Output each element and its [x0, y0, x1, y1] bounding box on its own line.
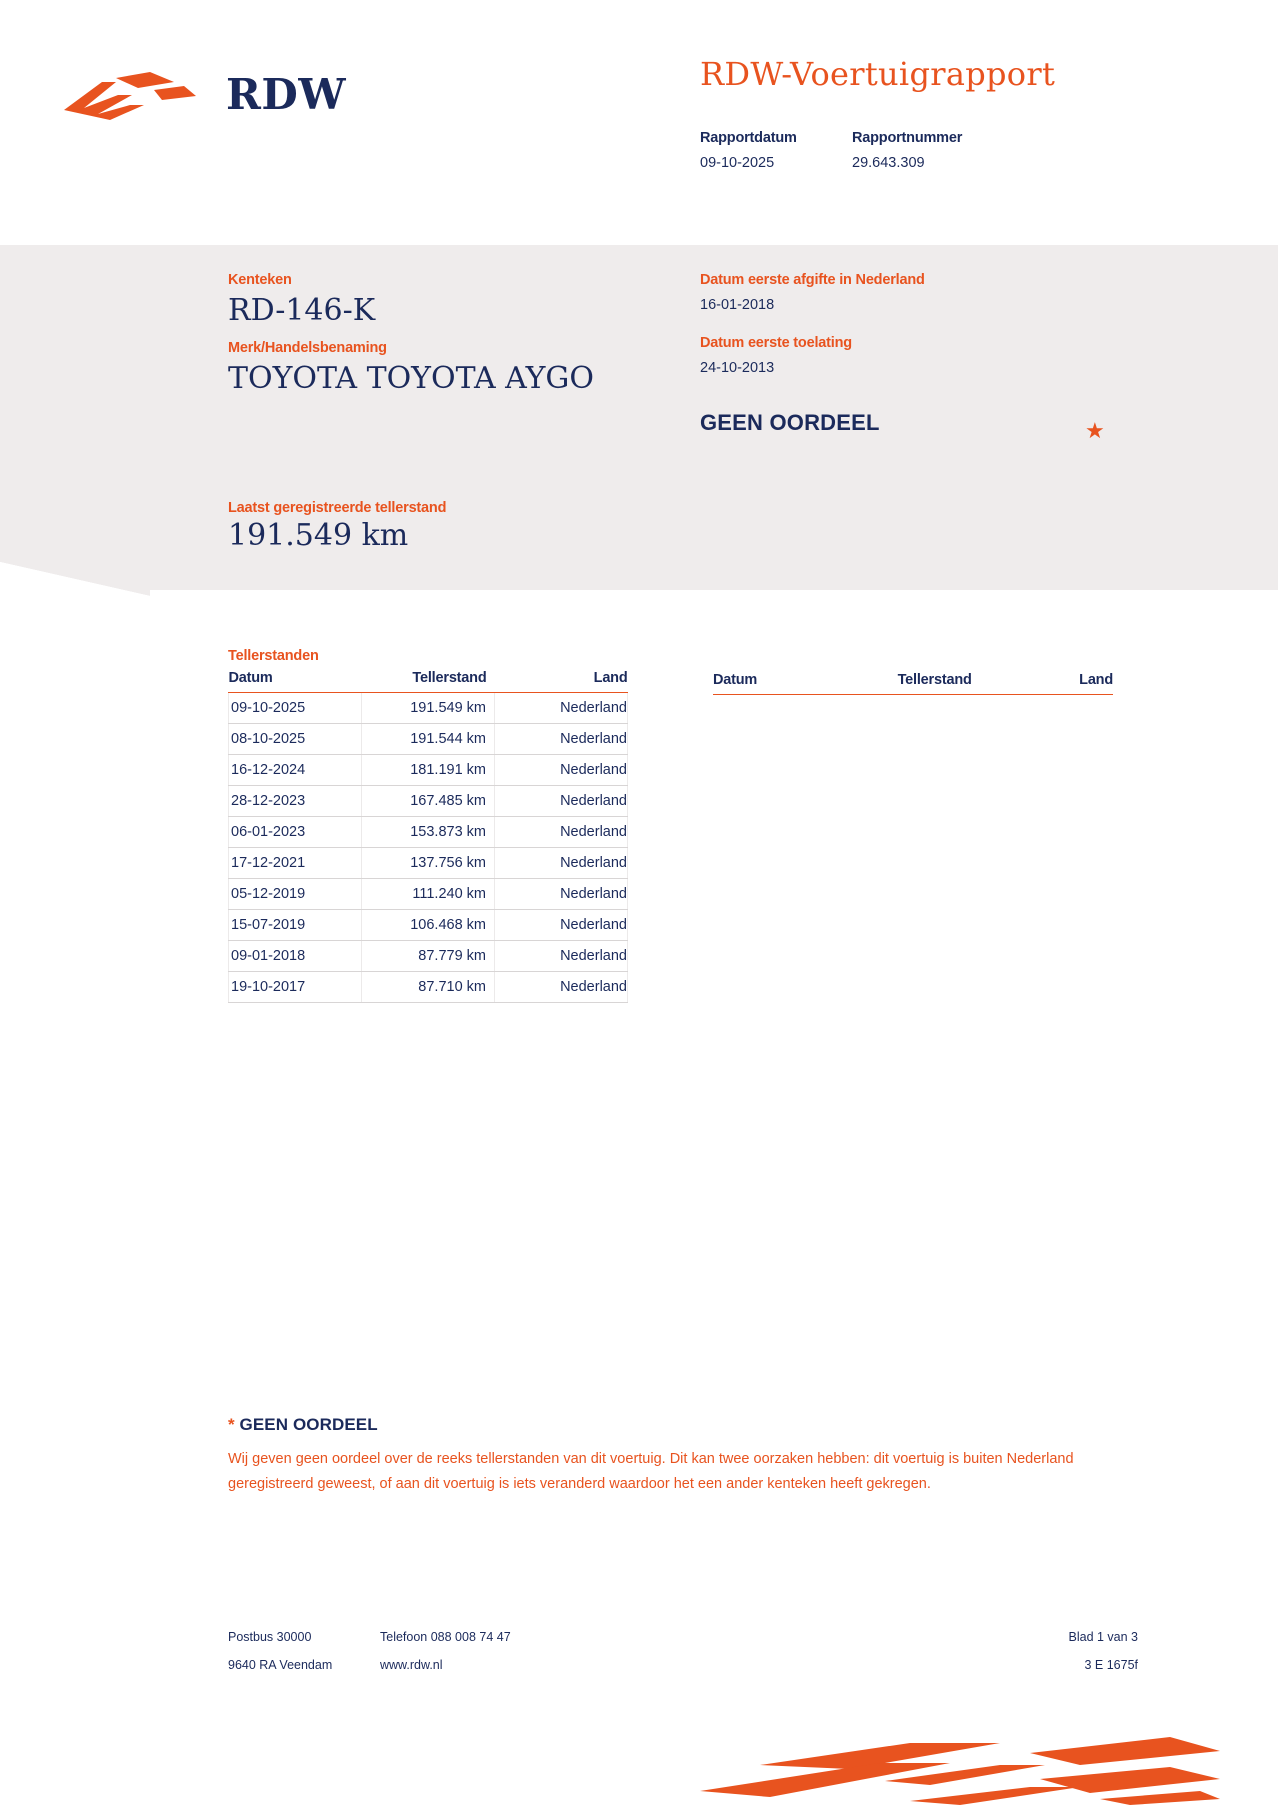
- column-header-tellerstand: Tellerstand: [846, 672, 979, 695]
- last-reading-value: 191.549 km: [228, 518, 409, 553]
- rdw-flag-bottom-graphic: [700, 1735, 1220, 1805]
- column-header-datum: Datum: [713, 672, 846, 695]
- cell-tellerstand: 167.485 km: [362, 786, 495, 817]
- cell-datum: 08-10-2025: [229, 724, 362, 755]
- table-row: [229, 755, 628, 786]
- table-row: [229, 879, 628, 910]
- licence-value: RD-146-K: [228, 293, 376, 328]
- table-row: [229, 693, 628, 724]
- report-number-block: [852, 130, 962, 171]
- table-header-row: [713, 672, 1113, 695]
- readings-table-right: [713, 672, 1113, 695]
- cell-tellerstand: 181.191 km: [362, 755, 495, 786]
- brand-label: Merk/Handelsbenaming: [228, 339, 387, 356]
- cell-datum: 17-12-2021: [229, 848, 362, 879]
- verdict-star-icon: ★: [1085, 418, 1105, 443]
- footer-row-2: [228, 1658, 1138, 1686]
- cell-datum: 05-12-2019: [229, 879, 362, 910]
- report-date-value: 09-10-2025: [700, 155, 775, 171]
- table-row: [229, 972, 628, 1003]
- cell-tellerstand: 153.873 km: [362, 817, 495, 848]
- column-header-tellerstand: Tellerstand: [362, 670, 495, 693]
- cell-tellerstand: 87.779 km: [362, 941, 495, 972]
- first-issue-nl-label: Datum eerste afgifte in Nederland: [700, 272, 925, 288]
- table-row: [229, 724, 628, 755]
- readings-table-left: [228, 648, 628, 1003]
- cell-datum: 06-01-2023: [229, 817, 362, 848]
- footer-page-number: Blad 1 van 3: [1068, 1630, 1138, 1644]
- column-header-land: Land: [495, 670, 628, 693]
- cell-tellerstand: 191.544 km: [362, 724, 495, 755]
- footnote-body: Wij geven geen oordeel over de reeks tellerstanden van dit voertuig. Dit kan twee oorzaken hebben: dit voertuig is buiten Nederland geregistreerd geweest, of aan dit voertuig is iets veranderd waardoor het een ander kenteken heeft gekregen.: [228, 1451, 1074, 1493]
- column-header-land: Land: [980, 672, 1113, 695]
- footnote: [228, 1415, 1133, 1498]
- report-meta: [700, 130, 1160, 171]
- table-row: [229, 910, 628, 941]
- table-row: [229, 786, 628, 817]
- verdict-text: GEEN OORDEEL: [700, 410, 880, 435]
- band-corner-notch: [0, 562, 150, 596]
- cell-tellerstand: 191.549 km: [362, 693, 495, 724]
- cell-datum: 09-10-2025: [229, 693, 362, 724]
- cell-land: Nederland: [495, 972, 628, 1003]
- first-admission-label: Datum eerste toelating: [700, 335, 852, 351]
- cell-land: Nederland: [495, 755, 628, 786]
- footnote-title: [228, 1415, 1133, 1435]
- licence-label: Kenteken: [228, 272, 292, 288]
- cell-land: Nederland: [495, 910, 628, 941]
- page-footer: [228, 1630, 1138, 1686]
- cell-tellerstand: 87.710 km: [362, 972, 495, 1003]
- column-header-datum: Datum: [229, 670, 362, 693]
- cell-tellerstand: 137.756 km: [362, 848, 495, 879]
- footnote-star-icon: *: [228, 1415, 235, 1434]
- report-date-block: [700, 130, 852, 171]
- table-row: [229, 941, 628, 972]
- cell-tellerstand: 111.240 km: [362, 879, 495, 910]
- logo-wordmark: RDW: [226, 70, 346, 119]
- cell-tellerstand: 106.468 km: [362, 910, 495, 941]
- cell-datum: 28-12-2023: [229, 786, 362, 817]
- vehicle-identity: [228, 272, 648, 397]
- cell-land: Nederland: [495, 786, 628, 817]
- cell-land: Nederland: [495, 941, 628, 972]
- first-admission-value: 24-10-2013: [700, 360, 775, 376]
- cell-land: Nederland: [495, 879, 628, 910]
- footnote-title-text: GEEN OORDEEL: [239, 1415, 378, 1434]
- footer-form-code: 3 E 1675f: [1084, 1658, 1138, 1672]
- first-issue-nl-value: 16-01-2018: [700, 297, 775, 313]
- cell-datum: 15-07-2019: [229, 910, 362, 941]
- cell-datum: 09-01-2018: [229, 941, 362, 972]
- brand-value: TOYOTA TOYOTA AYGO: [228, 360, 594, 396]
- footer-row-1: [228, 1630, 1138, 1658]
- footer-phone: Telefoon 088 008 74 47: [380, 1630, 511, 1644]
- cell-land: Nederland: [495, 693, 628, 724]
- rdw-flag-icon: [58, 68, 198, 128]
- footer-website[interactable]: www.rdw.nl: [380, 1658, 443, 1672]
- footer-postbus: Postbus 30000: [228, 1630, 312, 1644]
- last-reading-label: Laatst geregistreerde tellerstand: [228, 500, 447, 516]
- cell-land: Nederland: [495, 724, 628, 755]
- report-title: RDW-Voertuigrapport: [700, 55, 1056, 93]
- readings-heading: Tellerstanden: [228, 648, 319, 664]
- report-date-label: Rapportdatum: [700, 130, 797, 146]
- footer-city: 9640 RA Veendam: [228, 1658, 333, 1672]
- table-header-row: [229, 670, 628, 693]
- report-number-value: 29.643.309: [852, 155, 925, 171]
- cell-datum: 19-10-2017: [229, 972, 362, 1003]
- report-number-label: Rapportnummer: [852, 130, 963, 146]
- table-row: [229, 817, 628, 848]
- vehicle-dates: [700, 272, 1160, 443]
- rdw-logo: [58, 48, 358, 138]
- table-row: [229, 848, 628, 879]
- cell-land: Nederland: [495, 817, 628, 848]
- cell-land: Nederland: [495, 848, 628, 879]
- cell-datum: 16-12-2024: [229, 755, 362, 786]
